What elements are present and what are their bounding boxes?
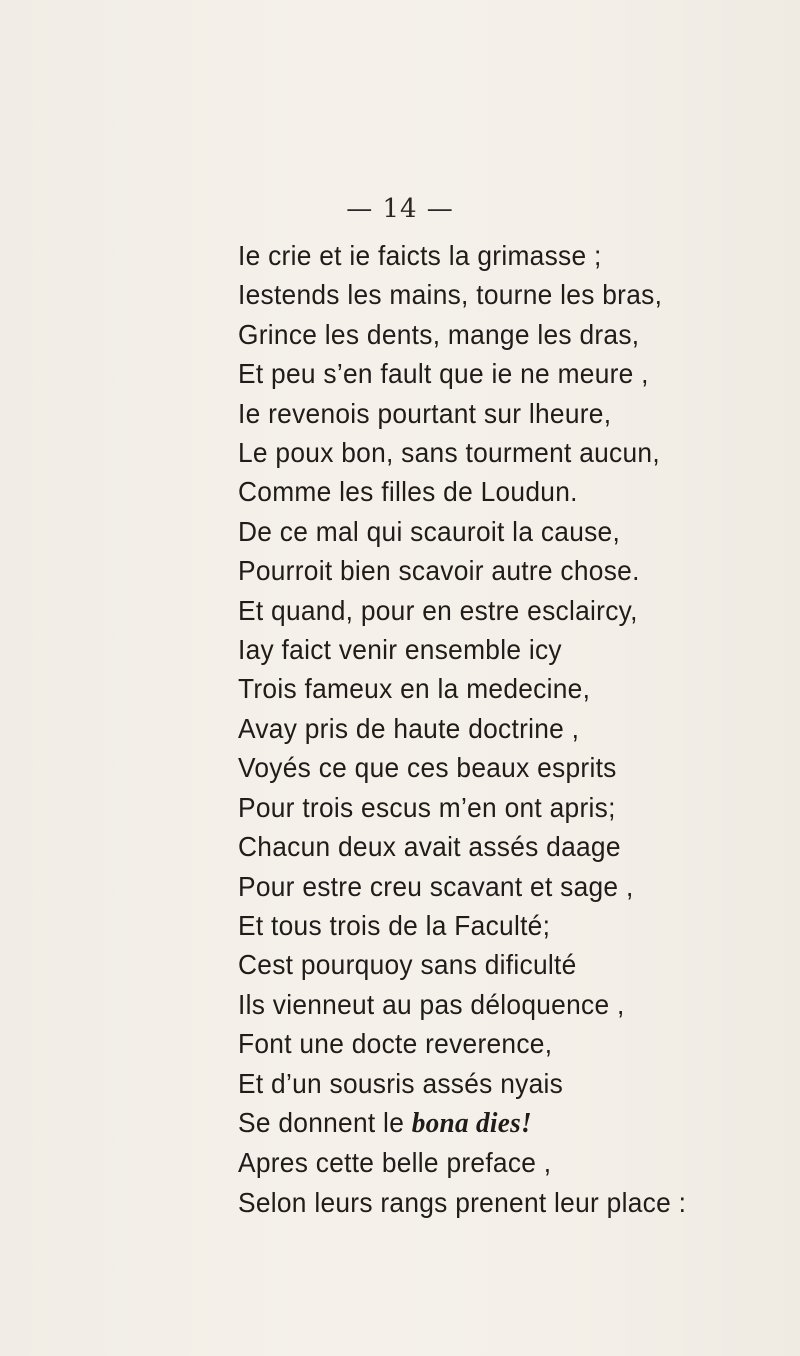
poem-line-italic bbox=[238, 1103, 746, 1143]
poem-line: Voyés ce que ces beaux esprits bbox=[238, 752, 617, 784]
poem-line: Pourroit bien scavoir autre chose. bbox=[238, 555, 640, 587]
poem-line: Chacun deux avait assés daage bbox=[238, 831, 621, 863]
poem-line-prefix: Se donnent le bbox=[238, 1106, 405, 1138]
poem-line: Comme les filles de Loudun. bbox=[238, 476, 578, 508]
italic-phrase: bona dies! bbox=[411, 1106, 532, 1139]
poem-line: Pour estre creu scavant et sage , bbox=[238, 870, 634, 902]
poem-line: Apres cette belle preface , bbox=[238, 1147, 552, 1179]
poem-line: Iay faict venir ensemble icy bbox=[238, 634, 562, 666]
poem-line: Et quand, pour en estre esclaircy, bbox=[238, 594, 638, 626]
poem-line: Trois fameux en la medecine, bbox=[238, 673, 591, 705]
poem-line: Selon leurs rangs prenent leur place : bbox=[238, 1186, 687, 1218]
poem-line: Pour trois escus m’en ont apris; bbox=[238, 791, 616, 823]
poem-line: Avay pris de haute doctrine , bbox=[238, 712, 580, 744]
poem-line: De ce mal qui scauroit la cause, bbox=[238, 515, 621, 547]
poem-line: Ils vienneut au pas déloquence , bbox=[238, 988, 625, 1020]
poem-line: Cest pourquoy sans dificulté bbox=[238, 949, 577, 981]
poem-line: Et tous trois de la Faculté; bbox=[238, 909, 551, 941]
poem-line: Et d’un sousris assés nyais bbox=[238, 1067, 564, 1099]
poem-line: Ie crie et ie faicts la grimasse ; bbox=[238, 240, 602, 271]
poem-line: Ie revenois pourtant sur lheure, bbox=[238, 397, 612, 429]
poem-line: Grince les dents, mange les dras, bbox=[238, 318, 640, 350]
poem-text bbox=[238, 236, 778, 1222]
poem-line: Font une docte reverence, bbox=[238, 1028, 553, 1060]
poem-line: Iestends les mains, tourne les bras, bbox=[238, 279, 663, 311]
poem-line: Le poux bon, sans tourment aucun, bbox=[238, 437, 660, 469]
poem-line: Et peu s’en fault que ie ne meure , bbox=[238, 358, 649, 390]
page-number: — 14 — bbox=[346, 194, 454, 224]
